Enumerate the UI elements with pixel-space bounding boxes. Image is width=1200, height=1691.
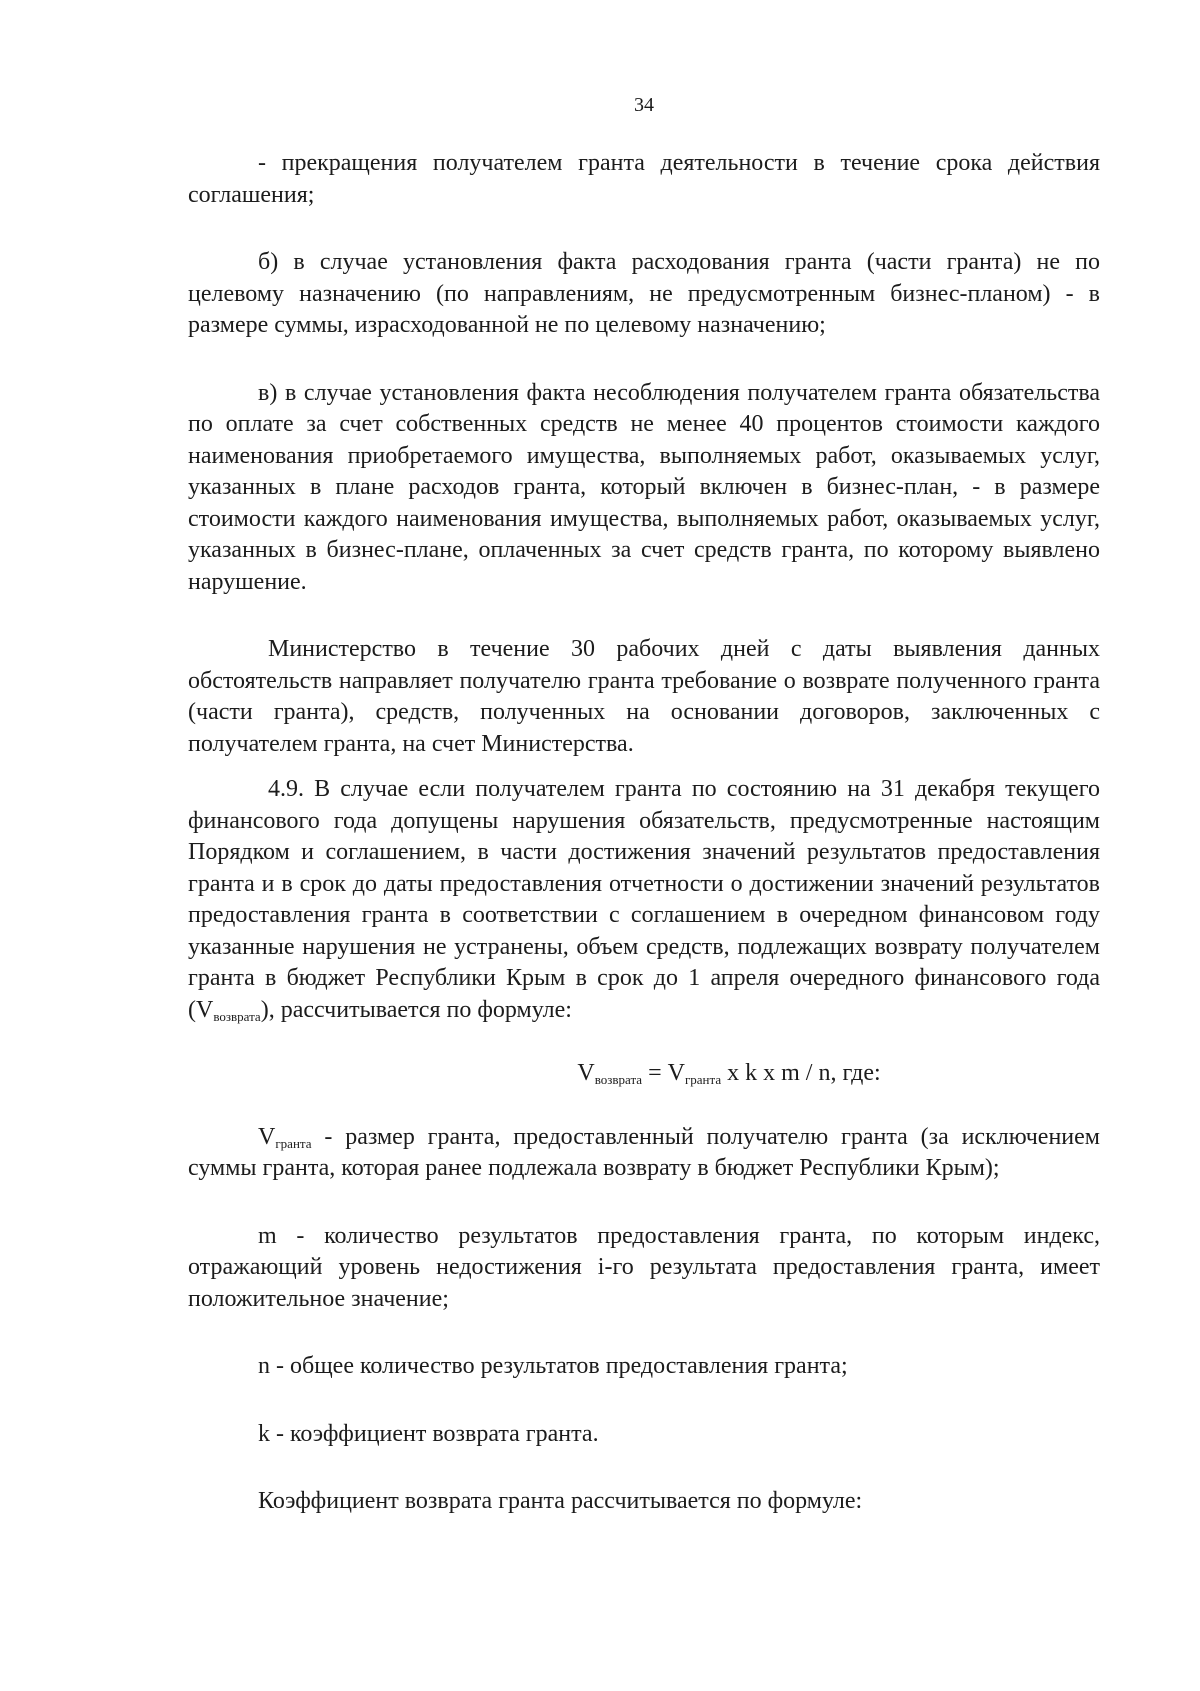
formula-sub-granta: гранта [684, 1072, 722, 1087]
paragraph-v: в) в случае установления факта несоблюдения получателем гранта обязательства по оплате за счет собственных средств не менее 40 процентов стоимости каждого наименования приобретаемого имущества, выполняемых работ, оказываемых услуг, указанных в плане расходов гранта, который включен в бизнес-план, - в размере стоимости каждого наименования имущества, выполняемых работ, оказываемых услуг, указанных в бизнес-плане, оплаченных за счет средств гранта, по которому выявлено нарушение. [188, 379, 1100, 595]
paragraph-termination: - прекращения получателем гранта деятельности в течение срока действия соглашения; [188, 150, 1100, 208]
paragraph-b: б) в случае установления факта расходования гранта (части гранта) не по целевому назначению (по направлениям, не предусмотренным бизнес-планом) - в размере суммы, израсходованной не по целевому назначению; [188, 249, 1100, 338]
v-granta-subscript: гранта [275, 1135, 312, 1151]
formula-sub-vozvrata: возврата [594, 1072, 643, 1087]
paragraph-coefficient: Коэффициент возврата гранта рассчитывается по формуле: [258, 1488, 863, 1514]
formula-rest: x k x m / n, где: [721, 1060, 881, 1086]
paragraph-4-9-end: ), рассчитывается по формуле: [260, 996, 572, 1023]
paragraph-k: k - коэффициент возврата гранта. [258, 1420, 599, 1447]
document-body [188, 148, 1100, 1518]
formula-v1: V [577, 1060, 595, 1086]
v-granta-symbol: V [258, 1123, 276, 1150]
page-number: 34 [634, 94, 654, 116]
paragraph-4-9-text: 4.9. В случае если получателем гранта по состоянию на 31 декабря текущего финансового года допущены нарушения обязательств, предусмотренные настоящим Порядком и соглашением, в части достижения значений результатов предоставления гранта и в срок до даты предоставления отчетности о достижении значений результатов предоставления гранта в соответствии с соглашением в очередном финансовом году указанные нарушения не устранены, объем средств, подлежащих возврату получателем гранта в бюджет Республики Крым в срок до 1 апреля очередного финансового года (V [188, 776, 1100, 1023]
formula-vozvrata [188, 1058, 1100, 1090]
formula-eq: = V [642, 1060, 685, 1086]
subscript-vozvrata: возврата [213, 1008, 261, 1024]
v-granta-definition: - размер гранта, предоставленный получателю гранта (за исключением суммы гранта, которая ранее подлежала возврату в бюджет Республики Крым); [188, 1123, 1100, 1181]
paragraph-4-9 [188, 774, 1100, 1026]
paragraph-v-granta [188, 1122, 1100, 1185]
paragraph-ministry: Министерство в течение 30 рабочих дней с даты выявления данных обстоятельств направляет получателю гранта требование о возврате полученного гранта (части гранта), средств, полученных на основании договоров, заключенных с получателем гранта, на счет Министерства. [188, 636, 1100, 757]
paragraph-m: m - количество результатов предоставления гранта, по которым индекс, отражающий уровень недостижения i-го результата предоставления гранта, имеет положительное значение; [188, 1222, 1100, 1312]
paragraph-n: n - общее количество результатов предоставления гранта; [258, 1353, 848, 1379]
